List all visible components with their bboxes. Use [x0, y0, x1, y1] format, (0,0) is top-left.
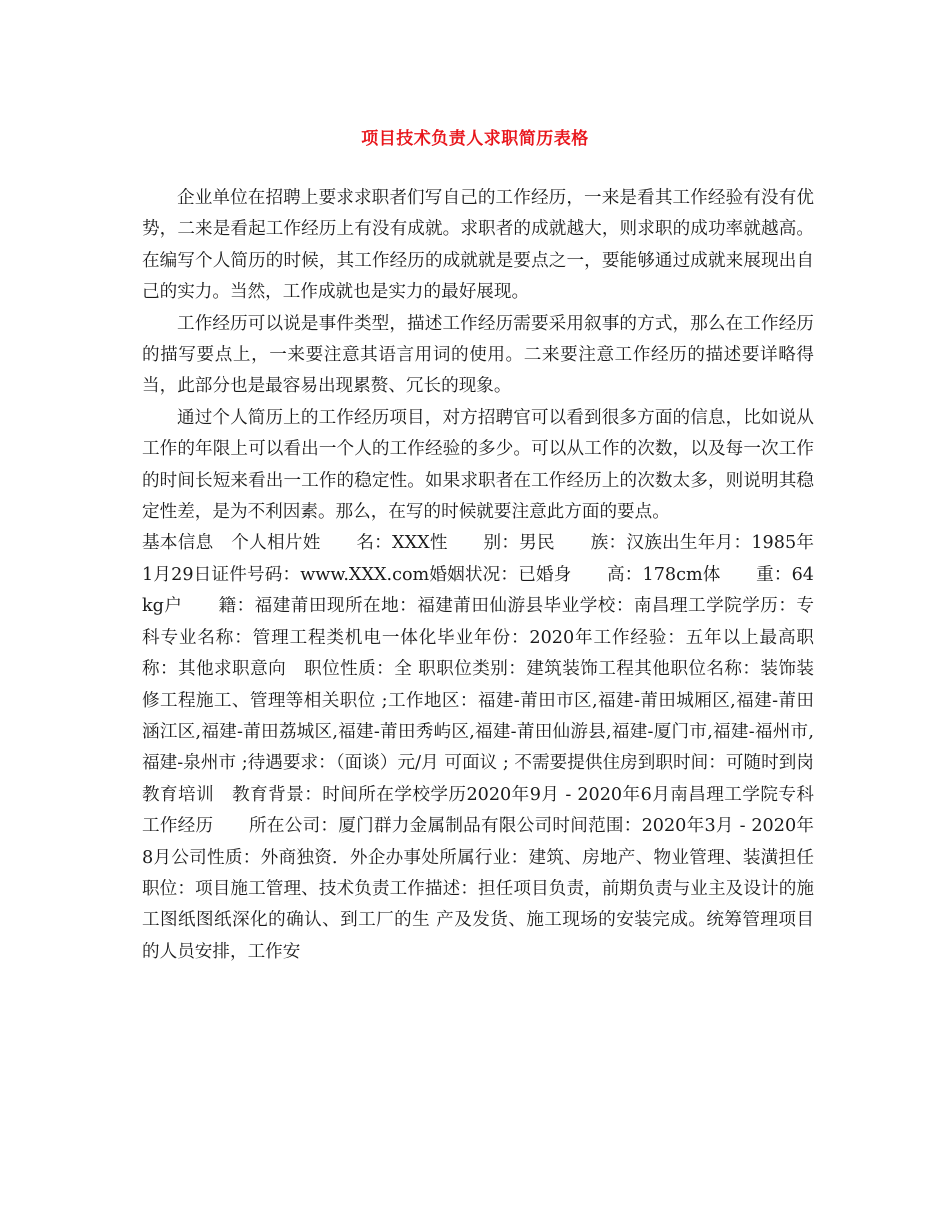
- resume-info-block: 基本信息 个人相片姓 名：XXX性 别：男民 族：汉族出生年月：1985年1月29日证件号码：www.XXX.com婚姻状况：已婚身 高：178cm体 重：64kg户 籍：福建莆田现所在地：福建莆田仙游县毕业学校：南昌理工学院学历：专科专业名称：管理工程类机电一体化毕业年份：2020年工作经验：五年以上最高职称：其他求职意向 职位性质：全 职职位类别：建筑装饰工程其他职位名称：装饰装修工程施工、管理等相关职位 ;工作地区：福建-莆田市区,福建-莆田城厢区,福建-莆田涵江区,福建-莆田荔城区,福建-莆田秀屿区,福建-莆田仙游县,福建-厦门市,福建-福州市,福建-泉州市 ;待遇要求：（面谈）元/月 可面议 ; 不需要提供住房到职时间：可随时到岗教育培训 教育背景：时间所在学校学历2020年9月 - 2020年6月南昌理工学院专科工作经历 所在公司：厦门群力金属制品有限公司时间范围：2020年3月 - 2020年8月公司性质：外商独资．外企办事处所属行业：建筑、房地产、物业管理、装潢担任职位：项目施工管理、技术负责工作描述：担任项目负责，前期负责与业主及设计的施工图纸图纸深化的确认、到工厂的生 产及发货、施工现场的安装完成。统筹管理项目的人员安排，工作安: [142, 533, 814, 962]
- intro-paragraph-1: 企业单位在招聘上要求求职者们写自己的工作经历，一来是看其工作经验有没有优势，二来是看起工作经历上有没有成就。求职者的成就越大，则求职的成功率就越高。在编写个人简历的时候，其工作经历的成就就是要点之一，要能够通过成就来展现出自己的实力。当然，工作成就也是实力的最好展现。: [142, 188, 814, 303]
- intro-paragraph-2: 工作经历可以说是事件类型，描述工作经历需要采用叙事的方式，那么在工作经历的描写要点上，一来要注意其语言用词的使用。二来要注意工作经历的描述要详略得当，此部分也是最容易出现累赘、冗长的现象。: [142, 313, 814, 397]
- document-title: 项目技术负责人求职简历表格: [361, 129, 589, 149]
- intro-paragraph-3: 通过个人简历上的工作经历项目，对方招聘官可以看到很多方面的信息，比如说从工作的年限上可以看出一个人的工作经验的多少。可以从工作的次数，以及每一次工作的时间长短来看出一工作的稳定性。如果求职者在工作经历上的次数太多，则说明其稳定性差，是为不利因素。那么，在写的时候就要注意此方面的要点。: [142, 407, 814, 523]
- document-body: [142, 183, 814, 968]
